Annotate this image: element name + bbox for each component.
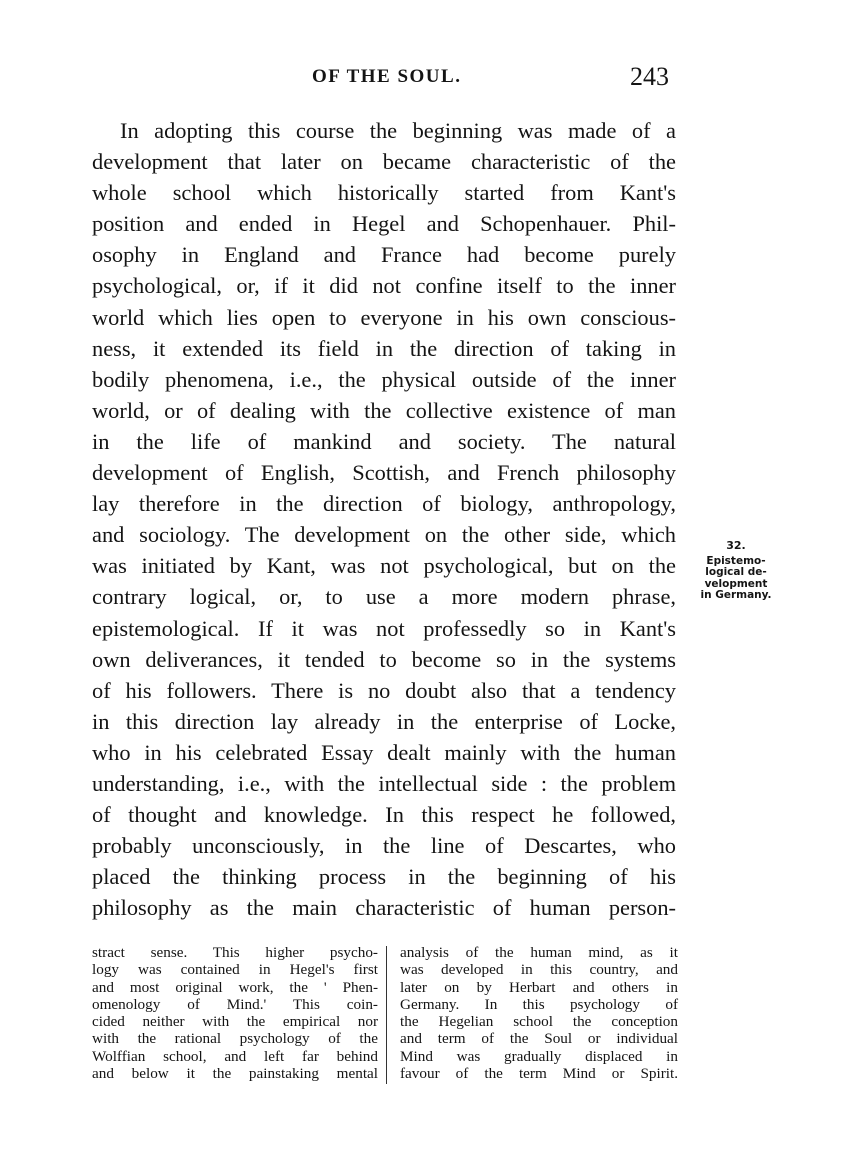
footnote-line: Germany. In this psychology of bbox=[400, 995, 678, 1013]
text-line: In adopting this course the beginning was made of a bbox=[120, 118, 676, 143]
footnote-line: and most original work, the ' Phen- bbox=[92, 978, 378, 996]
footnote-line: was developed in this country, and bbox=[400, 961, 678, 979]
page-number: 243 bbox=[630, 62, 669, 91]
marginal-note-number: 32. bbox=[726, 539, 746, 552]
text-line: was initiated by Kant, was not psychological, but on the bbox=[92, 553, 676, 579]
text-line: placed the thinking process in the beginning of his bbox=[92, 864, 676, 890]
text-line: world which lies open to everyone in his own conscious- bbox=[92, 304, 676, 330]
text-line: bodily phenomena, i.e., the physical outside of the inner bbox=[92, 366, 676, 392]
text-line: of thought and knowledge. In this respect he followed, bbox=[92, 802, 676, 828]
footnote-line: later on by Herbart and others in bbox=[400, 978, 678, 996]
text-line: understanding, i.e., with the intellectual side : the problem bbox=[92, 770, 676, 796]
footnote-line: Wolffian school, and left far behind bbox=[92, 1047, 378, 1065]
running-title: OF THE SOUL. bbox=[312, 66, 462, 87]
footnote-line: with the rational psychology of the bbox=[92, 1030, 378, 1048]
text-line: probably unconsciously, in the line of Descartes, who bbox=[92, 833, 676, 859]
text-line: position and ended in Hegel and Schopenhauer. Phil- bbox=[92, 211, 676, 237]
footnote-line: analysis of the human mind, as it bbox=[400, 944, 678, 961]
footnote-left-column bbox=[92, 944, 378, 1082]
footnote-line: and below it the painstaking mental bbox=[92, 1065, 378, 1083]
footnote-line: and term of the Soul or individual bbox=[400, 1030, 678, 1048]
footnote-divider bbox=[386, 946, 387, 1084]
marginal-note-line: Epistemo- bbox=[706, 554, 766, 567]
running-head bbox=[0, 62, 850, 96]
text-line: ness, it extended its field in the direction of taking in bbox=[92, 335, 676, 361]
text-line: of his followers. There is no doubt also that a tendency bbox=[92, 677, 676, 703]
footnote-line: stract sense. This higher psycho- bbox=[92, 944, 378, 961]
text-line: world, or of dealing with the collective existence of man bbox=[92, 397, 676, 423]
text-line: in the life of mankind and society. The natural bbox=[92, 428, 676, 454]
footnote-line: omenology of Mind.' This coin- bbox=[92, 995, 378, 1013]
text-line: philosophy as the main characteristic of human person- bbox=[92, 895, 676, 921]
footnote-line: logy was contained in Hegel's first bbox=[92, 961, 378, 979]
marginal-note bbox=[686, 540, 786, 602]
text-line: whole school which historically started from Kant's bbox=[92, 180, 676, 206]
footnote-right-column bbox=[400, 944, 678, 1082]
marginal-note-line: logical de- bbox=[705, 566, 767, 578]
marginal-note-line: in Germany. bbox=[700, 589, 772, 601]
footnotes bbox=[92, 944, 678, 1094]
text-line: contrary logical, or, to use a more modern phrase, bbox=[92, 584, 676, 610]
text-line: development of English, Scottish, and French philosophy bbox=[92, 460, 676, 486]
text-line: development that later on became characteristic of the bbox=[92, 149, 676, 175]
main-text bbox=[92, 115, 676, 923]
footnote-line: favour of the term Mind or Spirit. bbox=[400, 1065, 678, 1083]
marginal-note-line: velopment bbox=[704, 577, 768, 590]
text-line: in this direction lay already in the enterprise of Locke, bbox=[92, 708, 676, 734]
text-line: who in his celebrated Essay dealt mainly with the human bbox=[92, 739, 676, 765]
text-line: psychological, or, if it did not confine itself to the inner bbox=[92, 273, 676, 299]
text-line: own deliverances, it tended to become so in the systems bbox=[92, 646, 676, 672]
text-line: epistemological. If it was not professedly so in Kant's bbox=[92, 615, 676, 641]
text-line: lay therefore in the direction of biology, anthropology, bbox=[92, 491, 676, 517]
text-line: osophy in England and France had become purely bbox=[92, 242, 676, 268]
text-line: and sociology. The development on the other side, which bbox=[92, 522, 676, 548]
footnote-line: Mind was gradually displaced in bbox=[400, 1047, 678, 1065]
footnote-line: cided neither with the empirical nor bbox=[92, 1013, 378, 1031]
footnote-line: the Hegelian school the conception bbox=[400, 1013, 678, 1031]
